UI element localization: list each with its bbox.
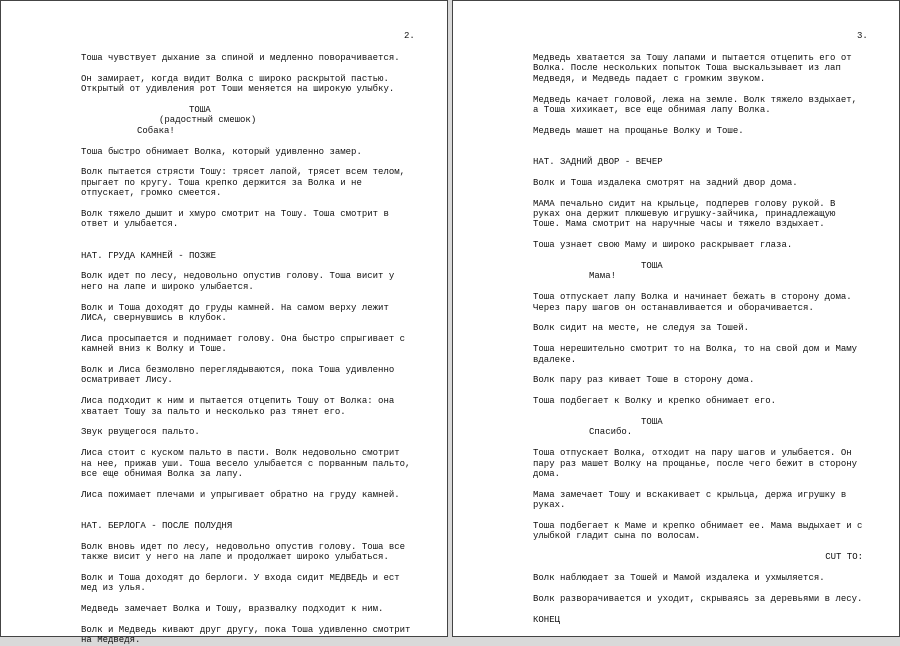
action-paragraph: Волк наблюдает за Тошей и Мамой издалека и ухмыляется. [533,573,825,584]
character-cue: ТОША [189,105,211,115]
action-paragraph: Лиса подходит к ним и пытается отцепить Тошу от Волка: она хватает Тошу за пальто и несколько раз тянет его. [81,396,395,417]
action-paragraph: Тоша отпускает лапу Волка и начинает бежать в сторону дома. Через пару шагов он останавливается и оборачивается. [533,292,852,313]
action-paragraph: Лиса пожимает плечами и упрыгивает обратно на груду камней. [81,489,400,500]
action-paragraph: Лиса просыпается и поднимает голову. Она быстро спрыгивает с камней вниз к Волку и Тоше. [81,333,406,355]
spacer [533,147,863,157]
action-paragraph: Волк и Лиса безмолвно переглядываются, пока Тоша удивленно осматривает Лису. [81,365,395,386]
action-paragraph: Медведь замечает Волка и Тошу, вразвалку подходит к ним. [81,604,384,615]
scene-heading: НАТ. ЗАДНИЙ ДВОР - ВЕЧЕР [533,157,663,167]
action-paragraph: Волк вновь идет по лесу, недовольно опустив голову. Тоша все также висит у него на лапе и продолжает широко улыбаться. [81,541,406,563]
action-paragraph: Тоша нерешительно смотрит то на Волка, то на свой дом и Маму вдалеке. [533,344,858,365]
script-page-right [452,0,900,637]
action-paragraph: Тоша быстро обнимает Волка, который удивленно замер. [81,146,362,157]
action-paragraph: Волк разворачивается и уходит, скрываясь за деревьями в лесу. [533,593,863,604]
action-paragraph: Лиса стоит с куском пальто в пасти. Волк недовольно смотрит на нее, прижав уши. Тоша весело улыбается с порванным пальто, все еще обнимая Волка за лапу. [81,448,411,480]
scene-heading: НАТ. БЕРЛОГА - ПОСЛЕ ПОЛУДНЯ [81,521,233,532]
page-number: 2. [404,31,415,41]
script-body [533,53,863,625]
script-body [81,53,411,646]
dialogue-line: Собака! [137,125,175,136]
action-paragraph: Медведь хватается за Тошу лапами и пытается отцепить его от Волка. После нескольких попыток Тоша выскальзывает из лап Медведя, и Медведь падает с громким звуком. [533,53,852,84]
action-paragraph: Волк и Тоша доходят до берлоги. У входа сидит МЕДВЕДЬ и ест мед из улья. [81,573,400,594]
action-paragraph: Волк идет по лесу, недовольно опустив голову. Тоша висит у него на лапе и широко улыбается. [81,271,395,292]
page-number: 3. [857,31,868,41]
action-paragraph: Волк пытается стрясти Тошу: трясет лапой, трясет всем телом, прыгает по кругу. Тоша крепко держится за Волка и не отпускает, громко смеется. [81,167,406,199]
dialogue-line: Мама! [589,271,617,282]
spacer [81,511,411,521]
parenthetical: (радостный смешок) [159,115,257,126]
action-paragraph: МАМА печально сидит на крыльце, подперев голову рукой. В руках она держит плюшевую игрушку-зайчика, принадлежащую Тоше. Мама смотрит на наручные часы и тяжело вздыхает. [533,198,836,230]
action-paragraph: Он замирает, когда видит Волка с широко раскрытой пастью. Открытый от удивления рот Тоши меняется на широкую улыбку. [81,73,395,95]
character-cue: ТОША [641,417,663,427]
script-page-left [0,0,448,646]
action-paragraph: КОНЕЦ [533,614,561,625]
action-paragraph: Медведь качает головой, лежа на земле. Волк тяжело вздыхает, а Тоша хихикает, все еще обнимая лапу Волка. [533,94,858,116]
action-paragraph: Тоша отпускает Волка, отходит на пару шагов и улыбается. Он пару раз машет Волку на прощанье, после чего бежит в сторону дома. [533,448,858,480]
dialogue-line: Спасибо. [589,427,633,438]
action-paragraph: Волк пару раз кивает Тоше в сторону дома. [533,375,755,386]
action-paragraph: Тоша подбегает к Маме и крепко обнимает ее. Мама выдыхает и с улыбкой гладит сына по волосам. [533,521,863,542]
action-paragraph: Волк и Медведь кивают друг другу, пока Тоша удивленно смотрит на Медведя. [81,625,411,646]
action-paragraph: Волк и Тоша доходят до груды камней. На самом верху лежит ЛИСА, свернувшись в клубок. [81,302,389,324]
action-paragraph: Тоша чувствует дыхание за спиной и медленно поворачивается. [81,53,400,63]
character-cue: ТОША [641,261,663,271]
action-paragraph: Волк тяжело дышит и хмуро смотрит на Тошу. Тоша смотрит в ответ и улыбается. [81,209,389,230]
action-paragraph: Звук рвущегося пальто. [81,427,200,438]
action-paragraph: Волк и Тоша издалека смотрят на задний двор дома. [533,177,798,188]
action-paragraph: Медведь машет на прощанье Волку и Тоше. [533,125,744,136]
scene-heading: НАТ. ГРУДА КАМНЕЙ - ПОЗЖЕ [81,250,217,261]
action-paragraph: Тоша подбегает к Волку и крепко обнимает его. [533,396,777,407]
transition: CUT TO: [825,552,863,563]
action-paragraph: Мама замечает Тошу и вскакивает с крыльца, держа игрушку в руках. [533,489,847,511]
action-paragraph: Волк сидит на месте, не следуя за Тошей. [533,323,750,334]
spacer [81,240,411,250]
action-paragraph: Тоша узнает свою Маму и широко раскрывает глаза. [533,240,793,251]
